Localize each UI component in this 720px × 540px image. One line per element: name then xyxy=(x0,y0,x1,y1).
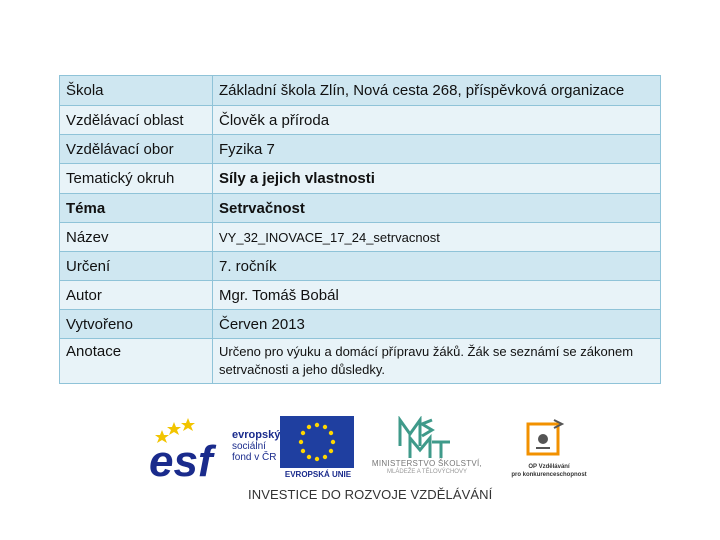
esf-line1: evropský xyxy=(232,429,281,441)
op-logo-icon xyxy=(510,418,586,462)
row-label: Škola xyxy=(60,76,213,106)
eu-caption: EVROPSKÁ UNIE xyxy=(284,470,352,479)
table-row xyxy=(60,106,661,135)
esf-line2: sociální xyxy=(232,441,266,452)
op-caption2: pro konkurenceschopnost xyxy=(511,472,587,478)
info-table xyxy=(59,75,661,384)
row-label: Vytvořeno xyxy=(60,310,213,339)
row-value: Určeno pro výuku a domácí přípravu žáků. Žák se seznámí se zákonem setrvačnosti a jeho důsledky. xyxy=(213,339,661,384)
row-value: Síly a jejich vlastnosti xyxy=(213,164,661,194)
row-label: Vzdělávací obor xyxy=(60,135,213,164)
table-row xyxy=(60,252,661,281)
row-value: VY_32_INOVACE_17_24_setrvacnost xyxy=(213,223,661,252)
logo-strip xyxy=(148,414,588,504)
table-row xyxy=(60,339,661,384)
row-value: Červen 2013 xyxy=(213,310,661,339)
row-value: Mgr. Tomáš Bobál xyxy=(213,281,661,310)
row-label: Název xyxy=(60,223,213,252)
msmt-caption2: MLÁDEŽE A TĚLOVÝCHOVY xyxy=(387,469,467,475)
esf-line3: fond v ČR xyxy=(232,452,277,463)
row-label: Anotace xyxy=(60,339,213,384)
eu-flag-icon xyxy=(280,416,354,468)
table-row xyxy=(60,281,661,310)
table-row xyxy=(60,135,661,164)
row-value: Člověk a příroda xyxy=(213,106,661,135)
table-row xyxy=(60,76,661,106)
msmt-caption1: MINISTERSTVO ŠKOLSTVÍ, xyxy=(371,459,483,468)
esf-mark: esf xyxy=(149,437,213,482)
row-value: Základní škola Zlín, Nová cesta 268, příspěvková organizace xyxy=(213,76,661,106)
msmt-logo xyxy=(362,416,492,486)
table-row xyxy=(60,310,661,339)
row-value: Setrvačnost xyxy=(213,194,661,223)
op-caption1: OP Vzdělávání xyxy=(528,464,570,470)
table-row xyxy=(60,223,661,252)
esf-text xyxy=(232,430,280,463)
row-label: Tematický okruh xyxy=(60,164,213,194)
row-label: Vzdělávací oblast xyxy=(60,106,213,135)
row-label: Autor xyxy=(60,281,213,310)
investice-caption: INVESTICE DO ROZVOJE VZDĚLÁVÁNÍ xyxy=(248,487,493,502)
row-value: 7. ročník xyxy=(213,252,661,281)
row-label: Téma xyxy=(60,194,213,223)
row-label: Určení xyxy=(60,252,213,281)
row-value: Fyzika 7 xyxy=(213,135,661,164)
table-row xyxy=(60,194,661,223)
table-row xyxy=(60,164,661,194)
